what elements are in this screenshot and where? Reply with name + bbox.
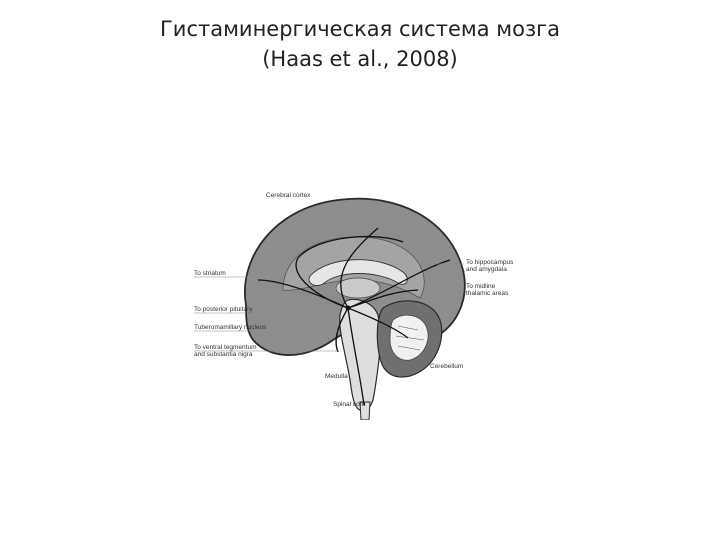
label-hippocampus: To hippocampus	[466, 259, 514, 266]
title-line-1: Гистаминергическая система мозга	[159, 17, 561, 41]
brain-diagram	[188, 180, 533, 420]
label-cerebral-cortex: Cerebral cortex	[266, 192, 311, 199]
label-tuberomamillary: Tuberomamillary nucleus	[194, 324, 267, 331]
label-ventral-tegmentum-2: and substantia nigra	[194, 351, 253, 358]
label-midline: To midline	[466, 283, 496, 290]
label-midline-2: thalamic areas	[466, 290, 509, 297]
brain-diagram-svg	[188, 180, 533, 420]
label-hippocampus-2: and amygdala	[466, 266, 507, 273]
label-ventral-tegmentum: To ventral tegmentum	[194, 344, 257, 351]
label-medulla: Medulla	[325, 373, 348, 380]
label-spinal-cord: Spinal cord	[333, 401, 366, 408]
brainstem	[340, 300, 380, 411]
title-line-2: (Haas et al., 2008)	[262, 47, 458, 71]
label-striatum: To striatum	[194, 270, 226, 277]
slide-title	[0, 14, 720, 74]
tuberomamillary-nucleus-dot	[346, 306, 351, 311]
label-cerebellum: Cerebellum	[430, 363, 464, 370]
label-posterior-pituitary: To posterior pituitary	[194, 306, 253, 313]
